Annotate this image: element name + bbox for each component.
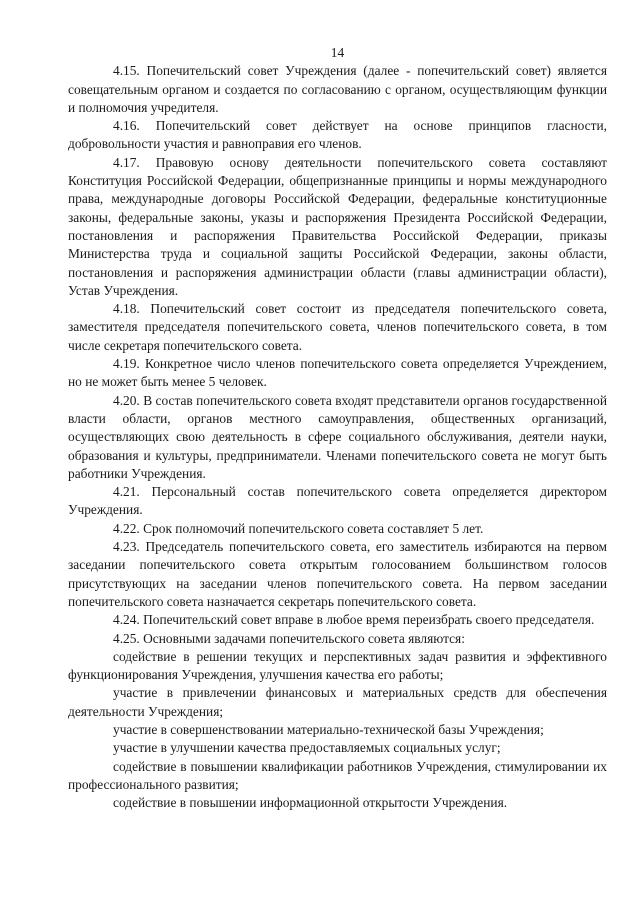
document-page [68, 44, 607, 812]
paragraph-4-18: 4.18. Попечительский совет состоит из председателя попечительского совета, заместителя председателя попечительского совета, членов попечительского совета, в том числе секретаря попечительского совета. [68, 301, 607, 353]
list-item-task-3: участие в совершенствовании материально-технической базы Учреждения; [113, 721, 544, 737]
list-item-task-6: содействие в повышении информационной открытости Учреждения. [113, 795, 508, 811]
paragraph-4-22: 4.22. Срок полномочий попечительского совета составляет 5 лет. [113, 520, 484, 536]
paragraph-4-21: 4.21. Персональный состав попечительского совета определяется директором Учреждения. [68, 484, 607, 518]
list-item-task-5: содействие в повышении квалификации работников Учреждения, стимулировании их профессионального развития; [68, 758, 607, 792]
paragraph-4-16: 4.16. Попечительский совет действует на основе принципов гласности, добровольности участия и равноправия его членов. [68, 118, 607, 152]
list-item-task-4: участие в улучшении качества предоставляемых социальных услуг; [113, 740, 501, 756]
paragraph-4-20: 4.20. В состав попечительского совета входят представители органов государственной власти области, органов местного самоуправления, общественных организаций, осуществляющих свою деятельность в сфере социального обслуживания, деятели науки, образования и культуры, предприниматели. Членами попечительского совета не могут быть работники Учреждения. [68, 392, 607, 481]
paragraph-4-23: 4.23. Председатель попечительского совета, его заместитель избираются на первом заседании попечительского совета открытым голосованием большинством голосов присутствующих на заседании членов попечительского совета. На первом заседании попечительского совета назначается секретарь попечительского совета. [68, 539, 607, 609]
paragraph-4-19: 4.19. Конкретное число членов попечительского совета определяется Учреждением, но не может быть менее 5 человек. [68, 356, 607, 390]
page-number: 14 [330, 45, 345, 60]
paragraph-4-15: 4.15. Попечительский совет Учреждения (далее - попечительский совет) является совещательным органом и создается по согласованию с органом, осуществляющим функции и полномочия учредителя. [68, 63, 607, 115]
list-item-task-1: содействие в решении текущих и перспективных задач развития и эффективного функционирования Учреждения, улучшения качества его работы; [68, 648, 607, 683]
paragraph-4-17: 4.17. Правовую основу деятельности попечительского совета составляют Конституция Российской Федерации, общепризнанные принципы и нормы международного права, международные договоры Российской Федерации, федеральные конституционные законы, федеральные законы, указы и распоряжения Президента Российской Федерации, постановления и распоряжения Правительства Российской Федерации, приказы Министерства труда и социальной защиты Российской Федерации, законы области, постановления и распоряжения администрации области (главы администрации области), Устав Учреждения. [68, 154, 607, 298]
paragraph-4-24: 4.24. Попечительский совет вправе в любое время переизбрать своего председателя. [113, 612, 595, 628]
paragraph-4-25: 4.25. Основными задачами попечительского совета являются: [113, 630, 465, 646]
list-item-task-2: участие в привлечении финансовых и материальных средств для обеспечения деятельности Учреждения; [68, 685, 607, 719]
